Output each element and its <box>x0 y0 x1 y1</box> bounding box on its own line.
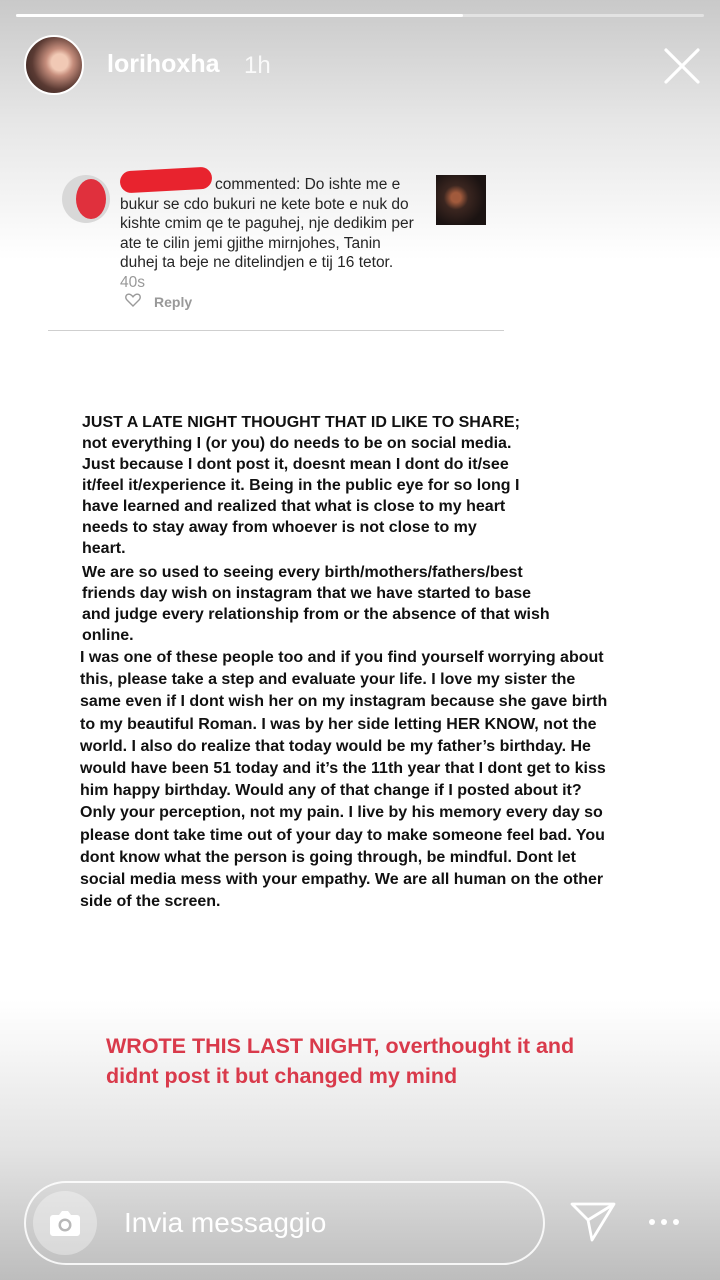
story-caption: WROTE THIS LAST NIGHT, overthought it and didnt post it but changed my mind <box>106 1034 575 1088</box>
username[interactable]: lorihoxha <box>107 50 220 78</box>
note-paragraph-2: We are so used to seeing every birth/mothers/fathers/best friends day wish on instagram that we have started to base and judge every relationship from or the absence of that wish online. <box>82 564 550 644</box>
heart-icon <box>125 293 141 307</box>
divider <box>48 330 504 331</box>
comment-avatar <box>62 175 110 223</box>
story-progress-fill <box>16 14 463 17</box>
close-button[interactable] <box>660 44 704 88</box>
comment-text <box>120 175 418 292</box>
post-thumbnail <box>436 175 486 225</box>
story-progress-bar <box>16 14 704 17</box>
note-paragraph-3: I was one of these people too and if you find yourself worrying about this, please take a step and evaluate your life. I love my sister the same even if I dont wish her on my instagram because she gave birth to my beautiful Roman. I was by her side letting HER KNOW, not the world. I also do realize that today would be my father’s birthday. He would have been 51 today and it’s the 11th year that I dont get to kiss him happy birthday. Would any of that change if I posted about it? Only your perception, not my pain. I live by his memory every day so please dont take time out of your day to make someone feel bad. You dont know what the person is going through, be mindful. Dont let social media mess with your empathy. We are all human on the other side of the screen. <box>80 649 608 911</box>
camera-button[interactable] <box>33 1191 97 1255</box>
note-text <box>80 412 640 913</box>
comment-commented-label: commented: <box>215 176 301 193</box>
message-placeholder[interactable]: Invia messaggio <box>124 1207 327 1238</box>
avatar[interactable] <box>24 35 84 95</box>
more-icon <box>646 1210 682 1234</box>
more-button[interactable] <box>646 1210 682 1234</box>
reply-link: Reply <box>154 294 193 310</box>
note-paragraph-1: JUST A LATE NIGHT THOUGHT THAT ID LIKE TO SHARE; not everything I (or you) do needs to be on social media. Just because I dont post it, doesnt mean I dont do it/see it/feel it/experience it. Being in the public eye for so long I have learned and realized that what is close to my heart needs to stay away from whoever is not close to my heart. <box>82 414 520 557</box>
camera-icon <box>33 1191 97 1255</box>
close-icon <box>660 44 704 88</box>
story-time: 1h <box>244 52 271 79</box>
comment-body: Do ishte me e bukur se cdo bukuri ne kete bote e nuk do kishte cmim qe te paguhej, nje dedikim per ate te cilin jemi gjithe mirnjohes, Tanin duhej ta beje ne ditelindjen e tij 16 tetor. <box>120 176 414 271</box>
comment-time: 40s <box>120 273 145 291</box>
send-icon <box>568 1198 618 1244</box>
comment-screenshot <box>48 165 508 333</box>
send-button[interactable] <box>568 1198 618 1244</box>
